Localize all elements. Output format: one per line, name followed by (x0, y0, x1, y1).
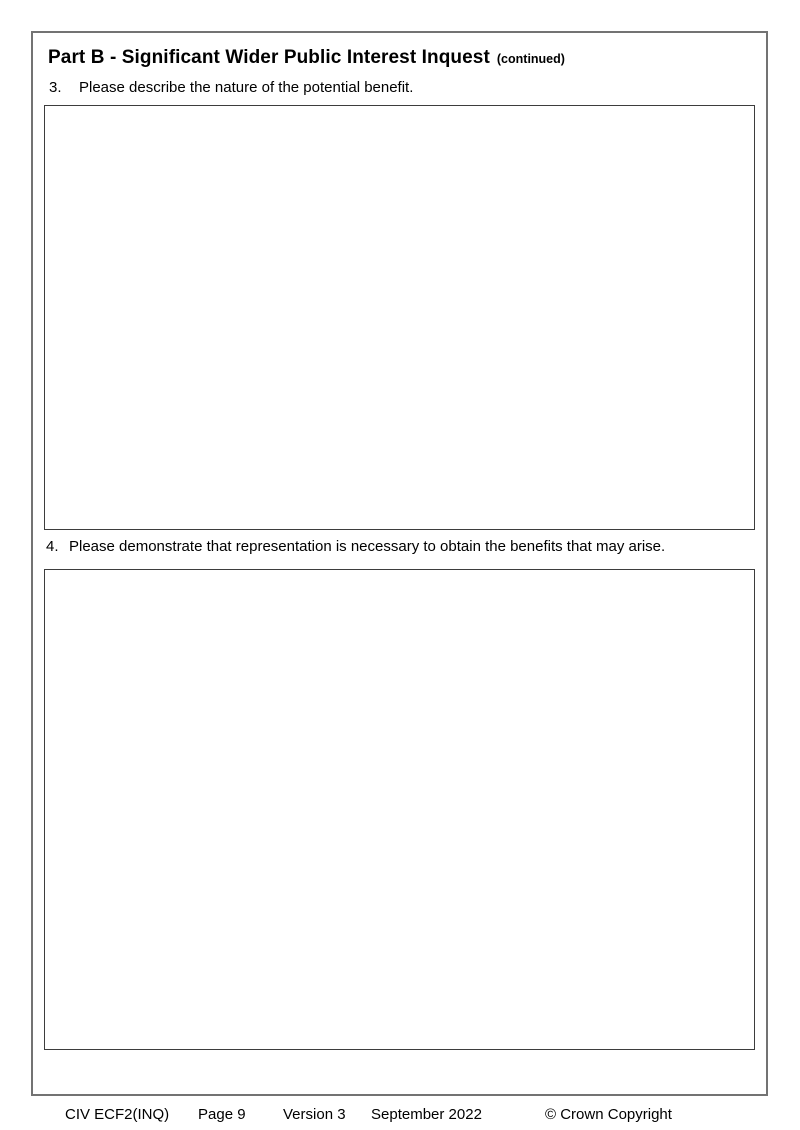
footer-copyright: © Crown Copyright (545, 1106, 672, 1123)
question-4-number: 4. (46, 538, 59, 555)
question-3-number: 3. (49, 79, 62, 96)
page-border (31, 31, 768, 1096)
page-footer (0, 1106, 800, 1128)
heading-title: Part B - Significant Wider Public Interest Inquest (48, 47, 490, 68)
part-b-heading (48, 47, 565, 69)
question-3-text: Please describe the nature of the potential benefit. (79, 79, 414, 96)
question-4-label (46, 538, 665, 555)
footer-date: September 2022 (371, 1106, 482, 1123)
footer-form-code: CIV ECF2(INQ) (65, 1106, 170, 1123)
question-3-answer-box[interactable] (44, 105, 755, 530)
footer-version: Version 3 (283, 1106, 346, 1123)
question-4-text: Please demonstrate that representation is necessary to obtain the benefits that may arise. (69, 538, 666, 555)
footer-page-number: Page 9 (198, 1106, 246, 1123)
question-3-label (49, 79, 413, 96)
question-4-answer-box[interactable] (44, 569, 755, 1050)
heading-continued: (continued) (496, 52, 565, 66)
